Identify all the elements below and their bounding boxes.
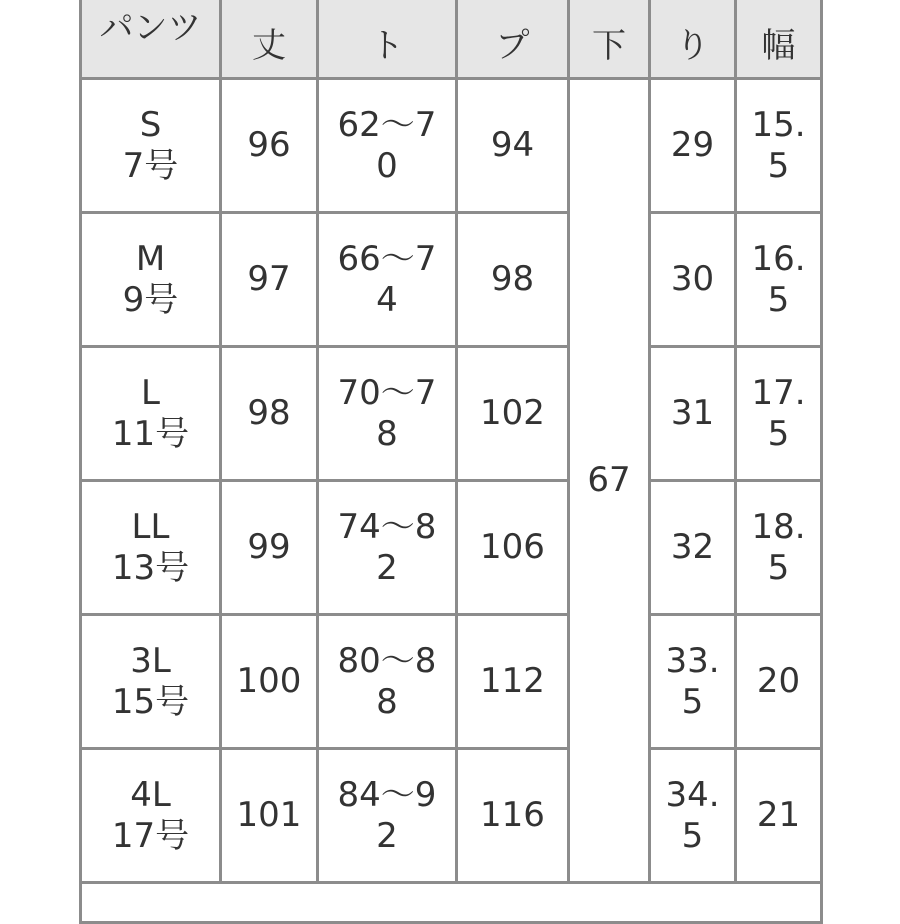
- hip-cell: 98: [457, 213, 569, 347]
- hem-width-cell: 16. 5: [736, 213, 822, 347]
- header-cell-hip: プ: [457, 0, 569, 79]
- size-cell: M 9号: [81, 213, 221, 347]
- rise-cell: 30: [650, 213, 736, 347]
- hem-width-cell: 20: [736, 615, 822, 749]
- hem-width-cell: 17. 5: [736, 347, 822, 481]
- length-cell: 98: [221, 347, 318, 481]
- waist-cell: 74～8 2: [318, 481, 457, 615]
- table-row: [81, 347, 822, 481]
- table-row: [81, 213, 822, 347]
- hem-width-cell: 18. 5: [736, 481, 822, 615]
- hem-width-cell: 21: [736, 749, 822, 883]
- rise-cell: 31: [650, 347, 736, 481]
- length-cell: 101: [221, 749, 318, 883]
- table-row: [81, 749, 822, 883]
- size-cell: 4L 17号: [81, 749, 221, 883]
- inseam-cell: 67: [569, 79, 650, 883]
- header-cell-inseam: 下: [569, 0, 650, 79]
- hip-cell: 102: [457, 347, 569, 481]
- header-row: [81, 0, 822, 79]
- size-cell: LL 13号: [81, 481, 221, 615]
- size-cell: 3L 15号: [81, 615, 221, 749]
- header-cell-length: 丈: [221, 0, 318, 79]
- length-cell: 100: [221, 615, 318, 749]
- hem-width-cell: 15. 5: [736, 79, 822, 213]
- waist-cell: 62～7 0: [318, 79, 457, 213]
- header-cell-hem-width: 幅: [736, 0, 822, 79]
- header-cell-waist: ト: [318, 0, 457, 79]
- hip-cell: 106: [457, 481, 569, 615]
- header-cell-rise: り: [650, 0, 736, 79]
- rise-cell: 33. 5: [650, 615, 736, 749]
- size-cell: L 11号: [81, 347, 221, 481]
- length-cell: 96: [221, 79, 318, 213]
- length-cell: 97: [221, 213, 318, 347]
- hip-cell: 116: [457, 749, 569, 883]
- notes-cell: [81, 883, 822, 923]
- waist-cell: 80～8 8: [318, 615, 457, 749]
- table-row: [81, 615, 822, 749]
- length-cell: 99: [221, 481, 318, 615]
- waist-cell: 70～7 8: [318, 347, 457, 481]
- hip-cell: 94: [457, 79, 569, 213]
- table-row: [81, 481, 822, 615]
- header-cell-size: パンツ: [81, 0, 221, 79]
- hip-cell: 112: [457, 615, 569, 749]
- rise-cell: 29: [650, 79, 736, 213]
- table-row: [81, 79, 822, 213]
- rise-cell: 32: [650, 481, 736, 615]
- size-chart-table: [79, 0, 823, 924]
- waist-cell: 84～9 2: [318, 749, 457, 883]
- rise-cell: 34. 5: [650, 749, 736, 883]
- waist-cell: 66～7 4: [318, 213, 457, 347]
- notes-row: [81, 883, 822, 923]
- size-cell: S 7号: [81, 79, 221, 213]
